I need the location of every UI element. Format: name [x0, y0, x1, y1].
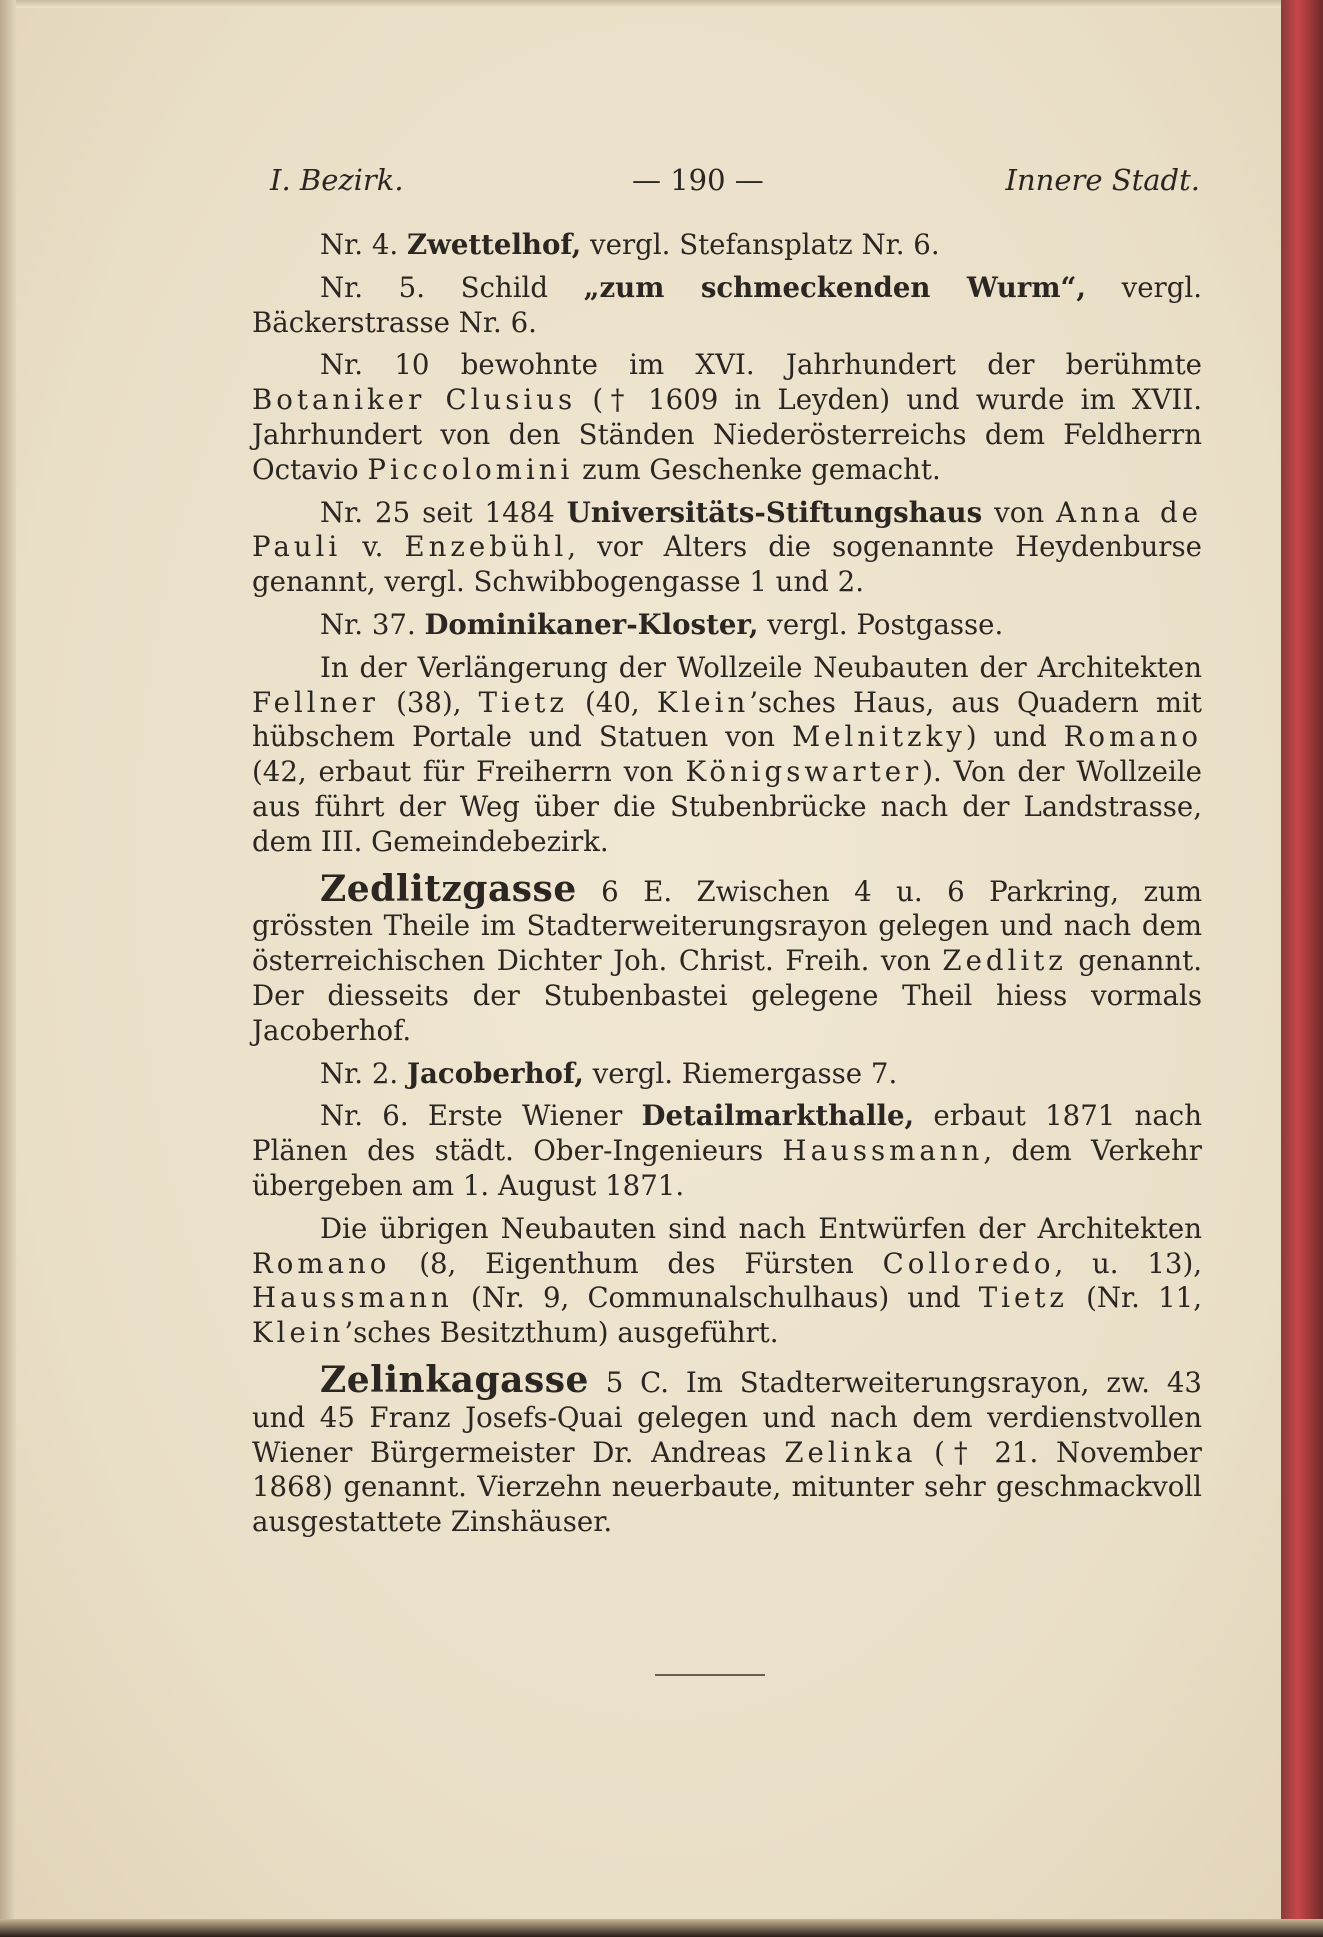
header-district: I. Bezirk.	[270, 163, 404, 197]
spaced-name: Fellner	[252, 685, 379, 719]
bold-term: Dominikaner-Kloster,	[424, 607, 759, 641]
paragraph	[252, 1057, 1202, 1092]
text-run: In der Verlängerung der Wollzeile Neubauten der Architekten	[320, 650, 1202, 684]
text-run: (38),	[378, 685, 479, 719]
text-run: (40,	[567, 685, 657, 719]
text-run: Nr. 5. Schild	[320, 270, 584, 304]
street-entry	[252, 867, 1202, 1049]
text-run: Nr. 6. Erste Wiener	[320, 1099, 642, 1133]
bold-term: Universitäts-Stiftungshaus	[566, 495, 983, 529]
bold-term: Detailmarkthalle,	[641, 1099, 915, 1133]
spaced-name: Anna de Pauli	[252, 495, 1202, 564]
spaced-name: Colloredo	[882, 1246, 1055, 1280]
text-run: Nr. 25 seit 1484	[320, 495, 567, 529]
spaced-name: Botaniker Clusius	[252, 383, 577, 417]
running-header	[270, 163, 1200, 203]
spaced-name: Königswarter	[685, 755, 923, 789]
spaced-name: Enzebühl	[404, 530, 568, 564]
spaced-name: Haussmann	[252, 1281, 453, 1315]
text-run: v.	[341, 530, 405, 564]
text-run: († 1609 in Leyden) und wurde im XVII. Jahrhundert von den Ständen Niederösterreichs dem Feldherrn Octavio	[252, 383, 1202, 486]
end-rule	[655, 1674, 765, 1676]
text-run: Nr. 2.	[320, 1056, 407, 1090]
spaced-name: Zedlitz	[942, 944, 1067, 978]
paragraph	[252, 1212, 1202, 1351]
text-run: , u. 13),	[1054, 1246, 1203, 1280]
text-run: vergl. Bäckerstrasse Nr. 6.	[252, 270, 1202, 339]
text-run: (42, erbaut für Freiherrn von	[252, 755, 686, 789]
paragraph	[252, 271, 1202, 341]
street-entry	[252, 1358, 1202, 1540]
text-run: genannt. Der diesseits der Stubenbastei gelegene Theil hiess vormals Jacoberhof.	[252, 944, 1202, 1047]
text-run: von	[982, 495, 1057, 529]
text-run: erbaut 1871 nach Plänen des städt. Ober-Ingenieurs	[252, 1099, 1202, 1168]
text-run: 6 E. Zwischen 4 u. 6 Parkring, zum grössten Theile im Stadterweiterungsrayon gelegen und nach dem österreichischen Dichter Joh. Christ. Freih. von	[252, 874, 1202, 978]
text-run: Nr. 10 bewohnte im XVI. Jahrhundert der berühmte	[320, 348, 1202, 382]
text-run: , dem Verkehr übergeben am 1. August 1871.	[252, 1134, 1202, 1202]
bold-term: „zum schmeckenden Wurm“,	[583, 270, 1087, 304]
page-edge-bottom	[0, 1919, 1323, 1937]
text-run: , vor Alters die sogenannte Heydenburse genannt, vergl. Schwibbogengasse 1 und 2.	[252, 530, 1202, 599]
text-run: vergl. Postgasse.	[758, 607, 1004, 641]
street-name: Zedlitzgasse	[320, 867, 577, 910]
text-run: Nr. 4.	[320, 228, 407, 261]
text-run: (Nr. 11,	[1067, 1281, 1203, 1315]
text-run: († 21. November 1868) genannt. Vierzehn neuerbaute, mitunter sehr geschmackvoll ausgestattete Zinshäuser.	[252, 1435, 1202, 1539]
spaced-name: Romano	[252, 1246, 391, 1280]
paragraph	[252, 496, 1202, 600]
spaced-name: Klein	[252, 1316, 345, 1350]
spaced-name: Klein	[656, 685, 750, 719]
text-run: ’sches Haus, aus Quadern mit hübschem Portale und Statuen von	[252, 685, 1202, 754]
text-run: ) und	[965, 720, 1064, 754]
text-run: zum Geschenke gemacht.	[573, 452, 941, 486]
bold-term: Jacoberhof,	[406, 1056, 584, 1090]
spaced-name: Haussmann	[782, 1134, 984, 1168]
text-run: ). Von der Wollzeile aus führt der Weg über die Stubenbrücke nach der Landstrasse, dem III. Gemeindebezirk.	[252, 755, 1202, 858]
spaced-name: Tietz	[978, 1281, 1068, 1315]
paragraph	[252, 608, 1202, 643]
page-edge-left	[0, 0, 16, 1937]
spaced-name: Piccolomini	[367, 452, 574, 486]
text-run: Nr. 37.	[320, 607, 425, 641]
spaced-name: Zelinka	[784, 1435, 917, 1469]
page-body-text	[252, 228, 1202, 1548]
bold-term: Zwettelhof,	[406, 228, 582, 261]
book-cover-edge	[1281, 0, 1323, 1937]
text-run: ’sches Besitzthum) ausgeführt.	[344, 1316, 779, 1350]
text-run: 5 C. Im Stadterweiterungsrayon, zw. 43 und 45 Franz Josefs-Quai gelegen und nach dem verdienstvollen Wiener Bürgermeister Dr. Andreas	[252, 1365, 1202, 1469]
paragraph	[252, 228, 1202, 263]
text-run: Die übrigen Neubauten sind nach Entwürfen der Architekten	[320, 1211, 1202, 1245]
text-run: vergl. Riemergasse 7.	[583, 1056, 898, 1090]
text-run: vergl. Stefansplatz Nr. 6.	[581, 228, 940, 261]
paragraph	[252, 651, 1202, 860]
text-run: (8, Eigenthum des Fürsten	[390, 1246, 883, 1280]
paragraph	[252, 348, 1202, 487]
paragraph	[252, 1099, 1202, 1203]
text-run: (Nr. 9, Communalschulhaus) und	[452, 1281, 979, 1315]
spaced-name: Tietz	[478, 685, 568, 719]
page-edge-top	[0, 0, 1323, 8]
street-name: Zelinkagasse	[320, 1358, 589, 1401]
page-number: — 190 —	[632, 163, 764, 197]
header-section: Innere Stadt.	[1005, 163, 1200, 197]
spaced-name: Melnitzky	[791, 720, 966, 754]
spaced-name: Romano	[1063, 720, 1202, 754]
